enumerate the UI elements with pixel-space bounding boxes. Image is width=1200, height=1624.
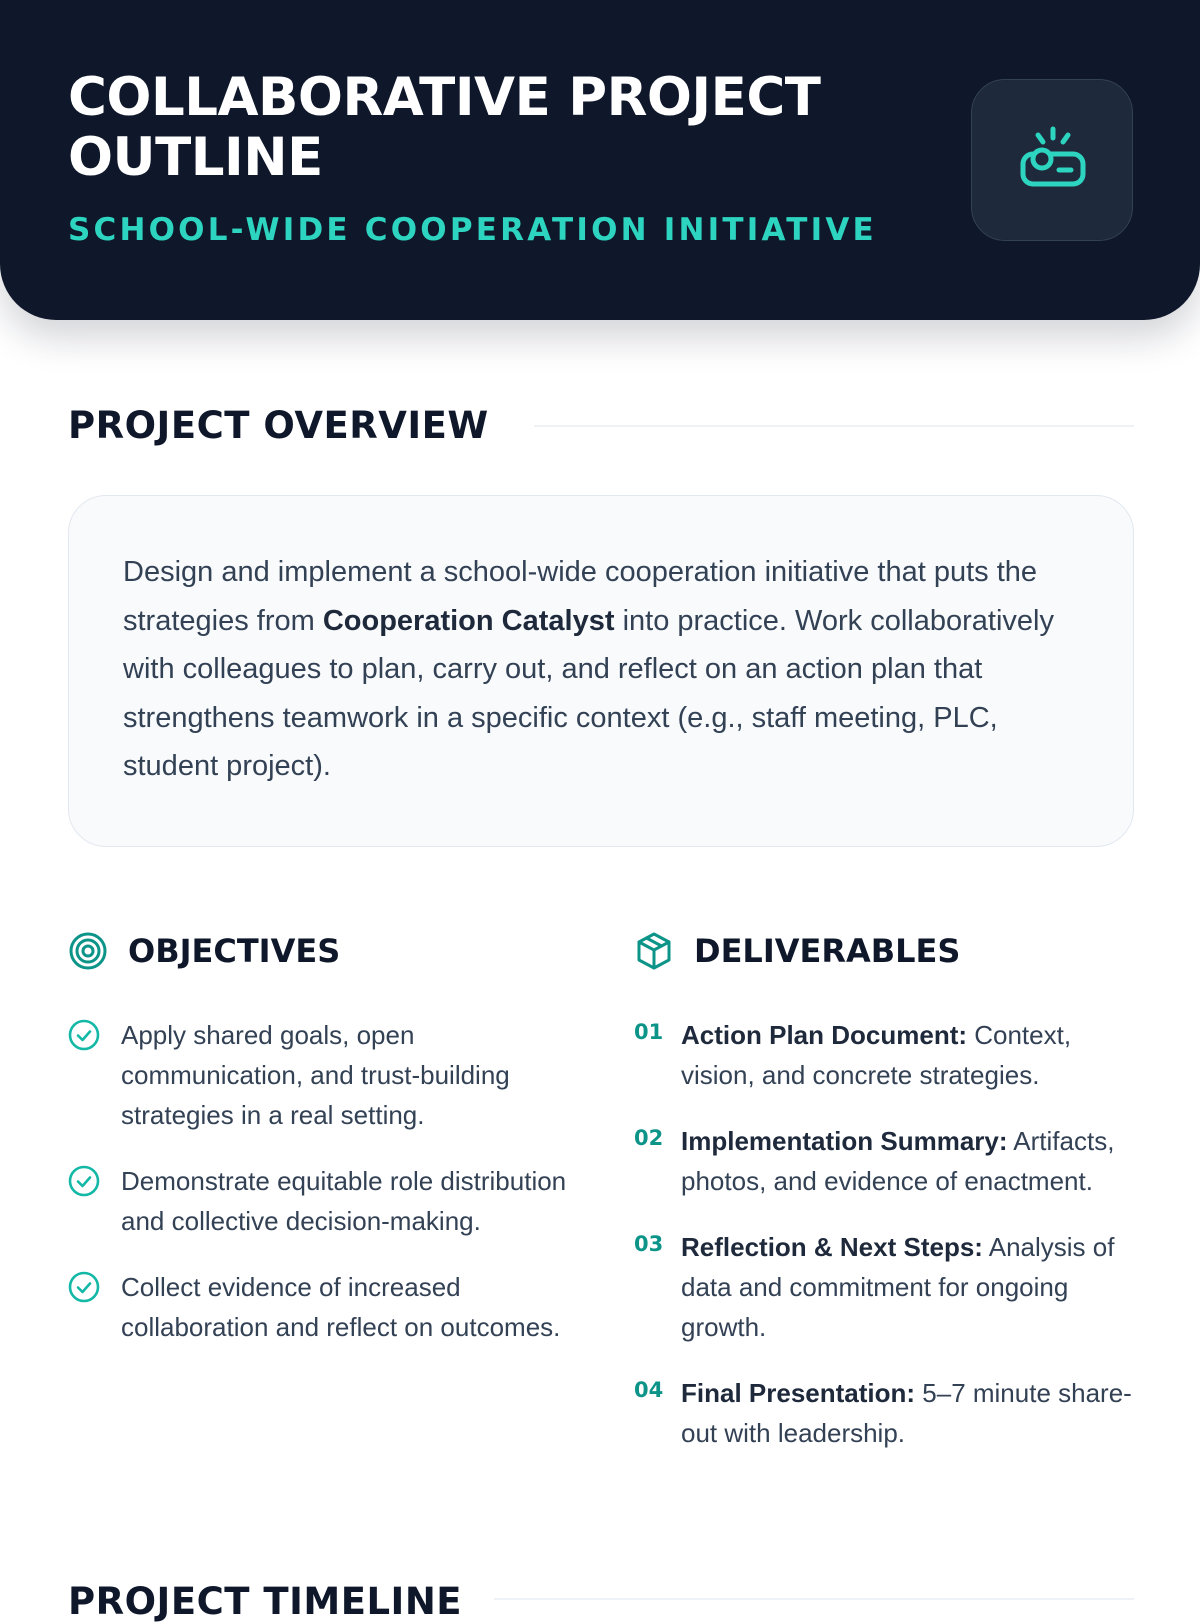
overview-text-part: into practice. Work collaboratively with colleagues to plan, carry out, and reflect on an action plan that strengthens teamwork in a specific context (e.g., staff meeting, PLC, student project).	[123, 604, 1054, 782]
deliverable-number: 03	[634, 1232, 664, 1256]
page-header	[0, 0, 1200, 320]
deliverables-header	[634, 931, 960, 971]
objectives-list	[68, 1015, 568, 1373]
overview-text	[123, 548, 1083, 791]
deliverable-number: 02	[634, 1126, 664, 1150]
deliverable-text	[681, 1015, 1134, 1095]
section-divider	[534, 425, 1134, 427]
check-circle-icon	[68, 1271, 100, 1303]
deliverable-item	[634, 1373, 1134, 1453]
deliverable-text	[681, 1121, 1134, 1201]
deliverable-label: Final Presentation:	[681, 1378, 916, 1408]
deliverable-label: Implementation Summary:	[681, 1126, 1008, 1156]
deliverable-text	[681, 1227, 1134, 1347]
timeline-heading: PROJECT TIMELINE	[68, 1580, 463, 1623]
objective-item	[68, 1015, 568, 1135]
logo-tile	[971, 79, 1133, 241]
deliverable-desc: Analysis of data and commitment for ongoing growth.	[681, 1232, 1115, 1342]
page-subtitle: SCHOOL-WIDE COOPERATION INITIATIVE	[68, 212, 877, 248]
deliverable-label: Reflection & Next Steps:	[681, 1232, 983, 1262]
overview-text-part: Design and implement a school-wide cooperation initiative that puts the strategies from	[123, 556, 1038, 637]
deliverables-list	[634, 1015, 1134, 1479]
objective-item	[68, 1161, 568, 1241]
check-circle-icon	[68, 1019, 100, 1051]
deliverable-desc: Artifacts, photos, and evidence of enactment.	[681, 1126, 1115, 1196]
objective-item	[68, 1267, 568, 1347]
overview-emphasis: Cooperation Catalyst	[322, 604, 615, 637]
check-circle-icon	[68, 1165, 100, 1197]
objectives-header	[68, 931, 340, 971]
package-icon	[634, 931, 674, 971]
deliverable-label: Action Plan Document:	[681, 1020, 968, 1050]
deliverable-item	[634, 1227, 1134, 1347]
target-icon	[68, 931, 108, 971]
deliverable-item	[634, 1121, 1134, 1201]
objective-text: Collect evidence of increased collaboration and reflect on outcomes.	[121, 1272, 561, 1342]
objective-text: Apply shared goals, open communication, and trust-building strategies in a real setting.	[121, 1020, 510, 1130]
deliverable-item	[634, 1015, 1134, 1095]
objective-text: Demonstrate equitable role distribution and collective decision-making.	[121, 1166, 567, 1236]
deliverable-text	[681, 1373, 1134, 1453]
deliverable-desc: 5–7 minute share-out with leadership.	[681, 1378, 1132, 1448]
teamwork-sparkle-icon	[1013, 121, 1093, 201]
deliverable-desc: Context, vision, and concrete strategies.	[681, 1020, 1072, 1090]
objectives-heading: OBJECTIVES	[128, 932, 341, 970]
deliverable-number: 01	[634, 1020, 664, 1044]
deliverables-heading: DELIVERABLES	[694, 932, 961, 970]
page-title: COLLABORATIVE PROJECT OUTLINE	[68, 67, 821, 188]
deliverable-number: 04	[634, 1378, 664, 1402]
overview-heading: PROJECT OVERVIEW	[68, 404, 489, 447]
section-divider	[494, 1598, 1134, 1600]
overview-card	[68, 495, 1134, 847]
